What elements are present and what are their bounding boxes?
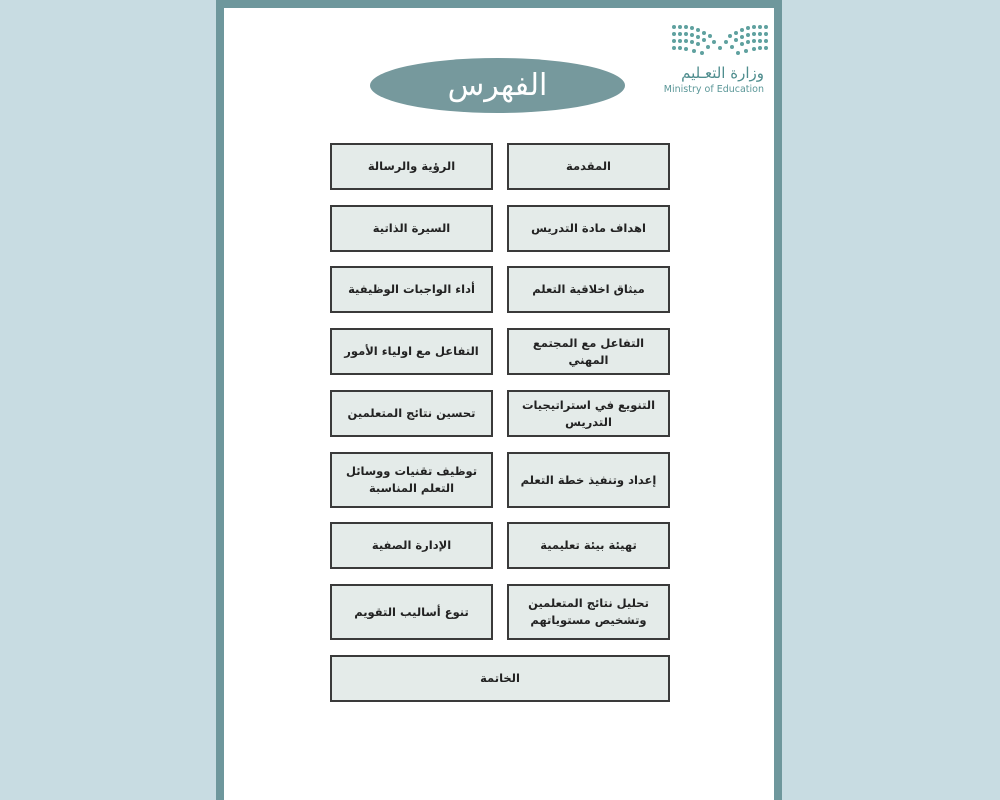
- ministry-name-english: Ministry of Education: [663, 84, 764, 95]
- ministry-logo-icon: [670, 22, 770, 62]
- toc-item[interactable]: السيرة الذاتية: [330, 205, 493, 252]
- toc-item[interactable]: التنويع في استراتيجيات التدريس: [507, 390, 670, 437]
- toc-item[interactable]: تهيئة بيئة تعليمية: [507, 522, 670, 569]
- toc-item[interactable]: اهداف مادة التدريس: [507, 205, 670, 252]
- ministry-logo: [663, 22, 770, 102]
- toc-item[interactable]: تحليل نتائج المتعلمين وتشخيص مستوياتهم: [507, 584, 670, 640]
- document-frame: [216, 0, 782, 800]
- toc-item[interactable]: الإدارة الصفية: [330, 522, 493, 569]
- toc-item[interactable]: التفاعل مع اولياء الأمور: [330, 328, 493, 375]
- page-title: الفهرس: [447, 68, 548, 103]
- toc-item[interactable]: تحسين نتائج المتعلمين: [330, 390, 493, 437]
- toc-item[interactable]: أداء الواجبات الوظيفية: [330, 266, 493, 313]
- toc-item[interactable]: ميثاق اخلاقية التعلم: [507, 266, 670, 313]
- toc-item-conclusion[interactable]: الخاتمة: [330, 655, 670, 702]
- toc-item[interactable]: التفاعل مع المجتمع المهني: [507, 328, 670, 375]
- title-pill: [370, 58, 625, 113]
- toc-item[interactable]: إعداد وتنفيذ خطة التعلم: [507, 452, 670, 508]
- toc-item[interactable]: الرؤية والرسالة: [330, 143, 493, 190]
- ministry-name-arabic: وزارة التعـليم: [681, 64, 764, 82]
- document-sheet: [224, 8, 774, 800]
- toc-item[interactable]: توظيف تقنيات ووسائل التعلم المناسبة: [330, 452, 493, 508]
- toc-item[interactable]: المقدمة: [507, 143, 670, 190]
- toc-item[interactable]: تنوع أساليب التقويم: [330, 584, 493, 640]
